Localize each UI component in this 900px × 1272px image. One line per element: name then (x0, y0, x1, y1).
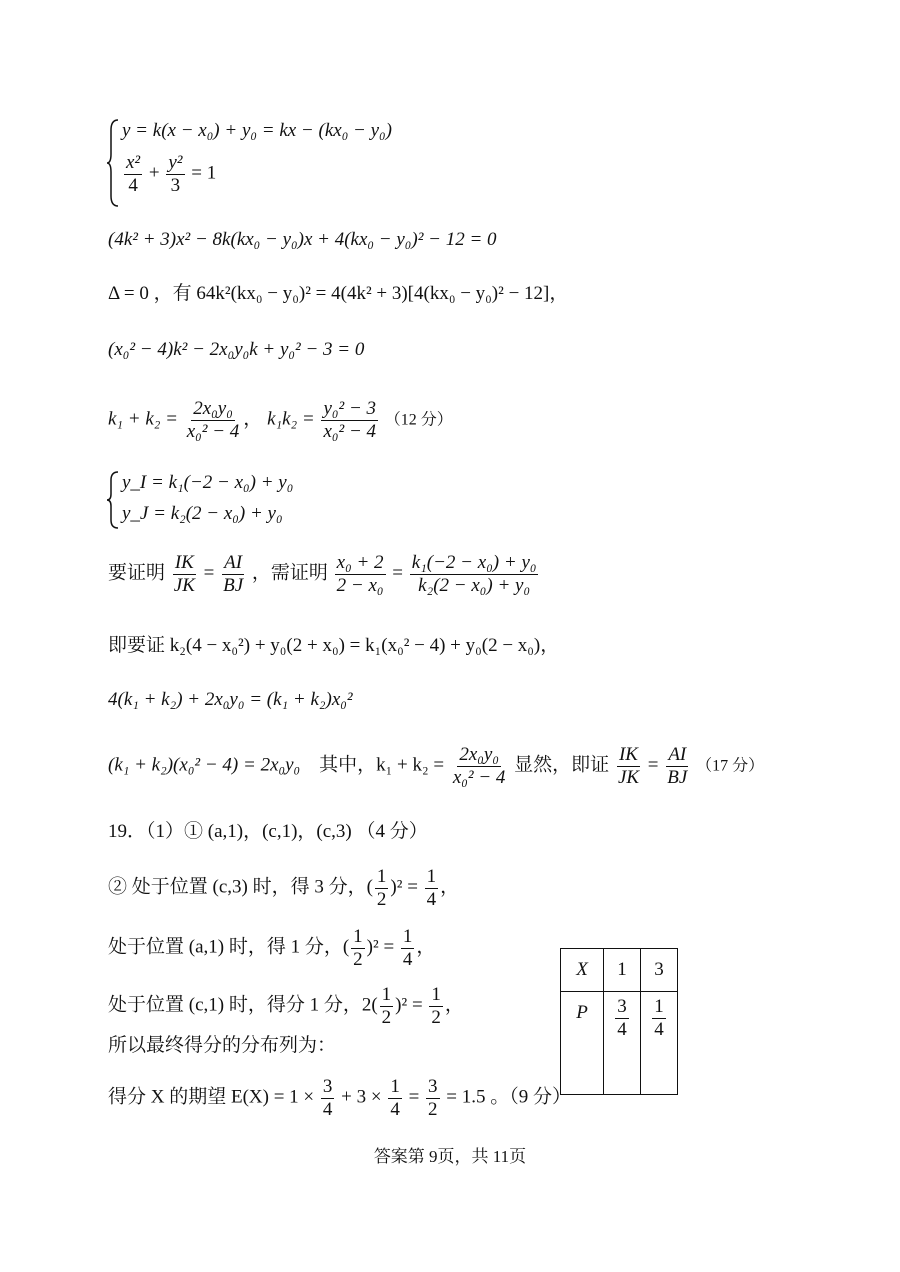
system2-row1: y_I = k₁(−2 − x₀) + y₀ (122, 472, 294, 493)
q19-line2: ② 处于位置 (c,3) 时，得 3 分，( $\frac{1}{2}$ )² = $\frac{1}{4}$ ， (108, 866, 460, 910)
table-row (561, 992, 678, 1095)
table-header-3: 3 (641, 949, 678, 992)
left-brace-1 (106, 118, 120, 208)
system2-row2: y_J = k₂(2 − x₀) + y₀ (122, 503, 283, 524)
q19-expectation: 得分 X 的期望 E(X) = 1 × $\frac{3}{4}$ + 3 × $\frac{1}{4}$ = $\frac{3}{2}$ = 1.5 。（9 分） (108, 1076, 572, 1120)
table-header-x: X (561, 949, 604, 992)
q19-part1: 19．（1）① (a,1)，(c,1)，(c,3) （4 分） (108, 821, 428, 842)
q19-line5: 所以最终得分的分布列为： (108, 1035, 337, 1056)
left-brace-2 (106, 470, 120, 530)
system1-row2: $\frac{\text{x²}}{4}$ + $\frac{\text{y²}}{3}$ = 1 (126, 152, 217, 196)
page-footer: 答案第 9页，共 11页 (373, 1147, 527, 1166)
equation-vieta: k₁ + k₂ = $\frac{\text{2x₀y₀}}{\text{x₀² − 4}}$ ， k₁k₂ = $\frac{\text{y₀² − 3}}{\text{x₀² − 4}}$ （12 分） (108, 398, 453, 442)
system1-row1: y = k(x − x₀) + y₀ = kx − (kx₀ − y₀) (122, 120, 392, 141)
table-header-1: 1 (604, 949, 641, 992)
distribution-table (560, 948, 678, 1095)
table-cell-p3: $\frac{1}{4}$ (641, 992, 678, 1095)
equation-quadratic: (4k² + 3)x² − 8k(kx₀ − y₀)x + 4(kx₀ − y₀)² − 12 = 0 (108, 229, 497, 250)
table-cell-p1: $\frac{3}{4}$ (604, 992, 641, 1095)
equation-k: (x₀² − 4)k² − 2x₀y₀k + y₀² − 3 = 0 (108, 339, 365, 360)
q19-line3: 处于位置 (a,1) 时，得 1 分，( $\frac{1}{2}$ )² = $\frac{1}{4}$ ， (108, 926, 436, 970)
equation-conclusion: (k₁ + k₂)(x₀² − 4) = 2x₀y₀ 其中，k₁ + k₂ = $\frac{\text{2x₀y₀}}{\text{x₀² − 4}}$ 显然，即证 $\frac{IK}{JK}$ = $\frac{AI}{BJ}$ （17 分） (108, 744, 765, 788)
equation-discriminant: Δ = 0 ，有 64k²(kx₀ − y₀)² = 4(4k² + 3)[4(kx₀ − y₀)² − 12]， (108, 283, 569, 304)
equation-simplify: 4(k₁ + k₂) + 2x₀y₀ = (k₁ + k₂)x₀² (108, 689, 353, 710)
equation-prove-equiv: 即要证 k₂(4 − x₀²) + y₀(2 + x₀) = k₁(x₀² − 4) + y₀(2 − x₀)， (108, 635, 560, 656)
equation-prove-ratio: 要证明 $\frac{IK}{JK}$ = $\frac{AI}{BJ}$ ，需证明 $\frac{\text{x₀ + 2}}{\text{2 − x₀}}$ = $\frac{\text{k₁(−2 − x₀) + y₀}}{\text{k₂(2 − x₀) + y₀}}$ (108, 552, 537, 596)
q19-line4: 处于位置 (c,1) 时，得分 1 分，2( $\frac{1}{2}$ )² = $\frac{1}{2}$ ， (108, 984, 464, 1028)
table-label-p: P (561, 992, 604, 1095)
table-row (561, 949, 678, 992)
